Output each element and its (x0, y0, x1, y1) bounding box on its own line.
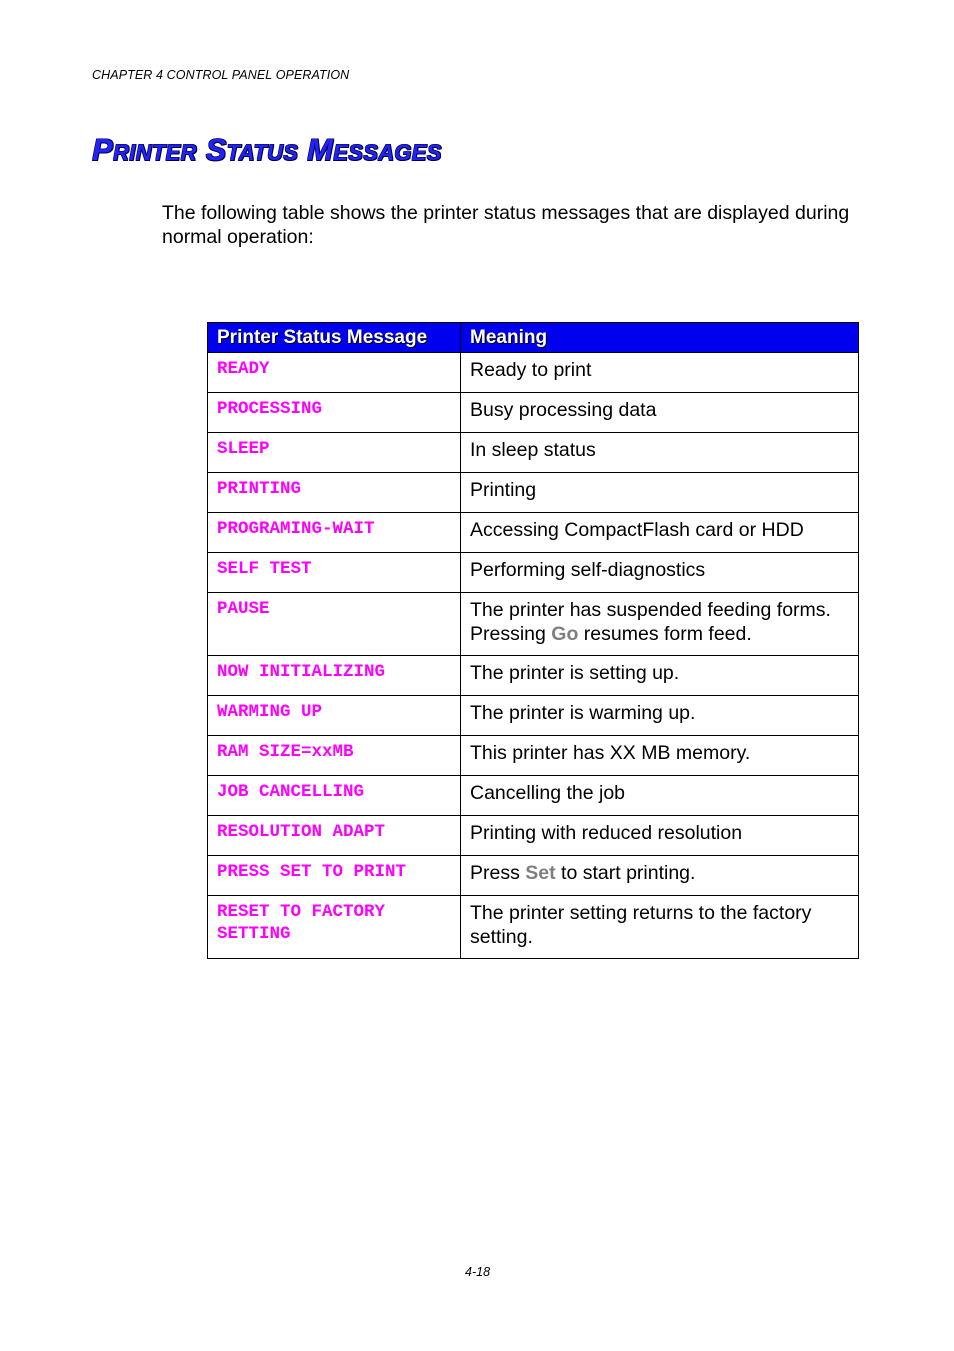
status-meaning: Cancelling the job (461, 776, 859, 816)
status-meaning: This printer has XX MB memory. (461, 736, 859, 776)
status-message: PROGRAMING-WAIT (208, 513, 461, 553)
status-meaning: The printer is setting up. (461, 656, 859, 696)
column-header-message: Printer Status Message (208, 323, 461, 353)
status-message: PAUSE (208, 593, 461, 656)
status-meaning: In sleep status (461, 433, 859, 473)
status-message: PRESS SET TO PRINT (208, 856, 461, 896)
status-meaning (461, 856, 859, 896)
table-row (208, 593, 859, 656)
status-meaning: The printer setting returns to the factory setting. (461, 896, 859, 959)
status-message: WARMING UP (208, 696, 461, 736)
page-title: Printer Status Messages (92, 132, 442, 167)
set-key-label: Set (525, 862, 556, 884)
status-message: JOB CANCELLING (208, 776, 461, 816)
running-head: CHAPTER 4 CONTROL PANEL OPERATION (92, 68, 350, 82)
table-row (208, 473, 859, 513)
status-meaning: Busy processing data (461, 393, 859, 433)
table-row (208, 696, 859, 736)
table-row (208, 896, 859, 959)
status-message: RAM SIZE=xxMB (208, 736, 461, 776)
status-meaning: The printer is warming up. (461, 696, 859, 736)
meaning-text: Press (470, 862, 526, 884)
table-row (208, 856, 859, 896)
meaning-text: to start printing. (555, 862, 696, 884)
intro-paragraph: The following table shows the printer status messages that are displayed during normal operation: (162, 202, 850, 248)
status-meaning (461, 593, 859, 656)
status-message: PROCESSING (208, 393, 461, 433)
table-row (208, 656, 859, 696)
table-row (208, 553, 859, 593)
table-row (208, 513, 859, 553)
status-meaning: Ready to print (461, 353, 859, 393)
table-row (208, 433, 859, 473)
status-message: READY (208, 353, 461, 393)
table-row (208, 353, 859, 393)
status-message: RESOLUTION ADAPT (208, 816, 461, 856)
table-row (208, 816, 859, 856)
status-meaning: Accessing CompactFlash card or HDD (461, 513, 859, 553)
meaning-text: resumes form feed. (578, 623, 752, 645)
status-message: NOW INITIALIZING (208, 656, 461, 696)
status-message: SELF TEST (208, 553, 461, 593)
status-meaning: Performing self-diagnostics (461, 553, 859, 593)
page-number: 4-18 (465, 1265, 491, 1279)
status-message: PRINTING (208, 473, 461, 513)
status-message: SLEEP (208, 433, 461, 473)
go-key-label: Go (551, 623, 579, 645)
table-row (208, 736, 859, 776)
column-header-meaning: Meaning (461, 323, 859, 353)
status-message: RESET TO FACTORY SETTING (208, 896, 461, 959)
status-meaning: Printing (461, 473, 859, 513)
table-row (208, 393, 859, 433)
status-meaning: Printing with reduced resolution (461, 816, 859, 856)
table-header-row (208, 323, 859, 353)
status-messages-table (207, 322, 859, 959)
meaning-text: The printer has suspended feeding forms. Pressing (470, 599, 831, 645)
table-row (208, 776, 859, 816)
